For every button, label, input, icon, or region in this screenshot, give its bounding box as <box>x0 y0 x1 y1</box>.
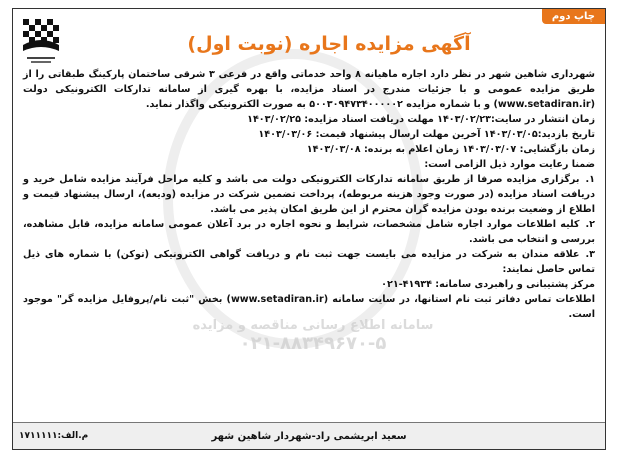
watermark-phone: ۰۲۱-۸۸۳۴۹۶۷۰-۵ <box>239 333 387 354</box>
condition-item <box>23 217 595 247</box>
condition-item <box>23 172 595 217</box>
support-center-line: مرکز پشتیبانی و راهبردی سامانه: ۴۱۹۳۴-۰۲۱ <box>381 279 595 290</box>
conditions-heading: ضمنا رعایت موارد ذیل الزامی است: <box>424 159 595 170</box>
ad-reference-code: م.الف:۱۷۱۱۱۱۱ <box>19 431 89 441</box>
ad-footer <box>13 422 605 449</box>
print-edition-badge: چاپ دوم <box>542 9 605 24</box>
schedule-line-opening: زمان بازگشایی: ۱۴۰۳/۰۳/۰۷ زمان اعلام به برنده: ۱۴۰۳/۰۳/۰۸ <box>306 144 595 155</box>
municipality-logo <box>19 17 63 67</box>
tender-advertisement <box>12 8 606 450</box>
contact-info-line: اطلاعات تماس دفاتر ثبت نام استانها، در سایت سامانه (www.setadiran.ir) بخش "ثبت نام/پروفایل مزایده گر" موجود است. <box>23 294 595 320</box>
schedule-line-publish: زمان انتشار در سایت:۱۴۰۳/۰۲/۲۳ مهلت دریافت اسناد مزایده: ۱۴۰۳/۰۲/۲۵ <box>247 114 595 125</box>
condition-number: ۲. <box>585 219 595 230</box>
condition-text: برگزاری مزایده صرفا از طریق سامانه تدارکات الکترونیکی دولت می باشد و کلیه مراحل فرآیند مزایده شامل خرید و دریافت اسناد مزایده (در صورت وجود هزینه مربوطه)، پرداخت تضمین شرکت در مزایده (ودیعه)، ارسال پیشنهاد قیمت و اطلاع از وضعیت برنده بودن مزایده گران محترم از این طریق امکان پذیر می باشد. <box>23 174 595 215</box>
condition-item <box>23 247 595 277</box>
watermark-text: سامانه اطلاع رسانی مناقصه و مزایده <box>192 318 434 333</box>
signer-name: سعید ابریشمی راد-شهردار شاهین شهر <box>211 430 407 442</box>
condition-number: ۳. <box>585 249 595 260</box>
ad-body <box>23 67 595 322</box>
condition-text: کلیه اطلاعات موارد اجاره شامل مشخصات، شرایط و نحوه اجاره در برد آعلان عمومی سامانه مزایده، قابل مشاهده، بررسی و انتخاب می باشد. <box>23 219 595 245</box>
intro-paragraph: شهرداری شاهین شهر در نظر دارد اجاره ماهیانه ۸ واحد خدماتی واقع در فرعی ۳ شرقی ساختمان پارکینگ طبقاتی را از طریق مزایده عمومی و با جزئیات مندرج در اسناد مزایده، با بهره گیری از سامانه تدارکات الکترونیکی دولت (www.setadiran.ir) و با شماره مزایده ۵۰۰۳۰۹۴۷۳۴۰۰۰۰۰۲ به صورت الکترونیکی واگذار نماید. <box>23 69 595 110</box>
ad-title: آگهی مزایده اجاره (نوبت اول) <box>187 33 471 55</box>
schedule-line-visit: تاریخ بازدید:۱۴۰۳/۰۳/۰۵ آخرین مهلت ارسال پیشنهاد قیمت: ۱۴۰۳/۰۳/۰۶ <box>258 129 595 140</box>
condition-number: ۱. <box>585 174 595 185</box>
watermark <box>143 317 483 353</box>
condition-text: علاقه مندان به شرکت در مزایده می بایست جهت ثبت نام و دریافت گواهی الکترونیکی (توکن) با شماره های ذیل تماس حاصل نمایند: <box>23 249 595 275</box>
